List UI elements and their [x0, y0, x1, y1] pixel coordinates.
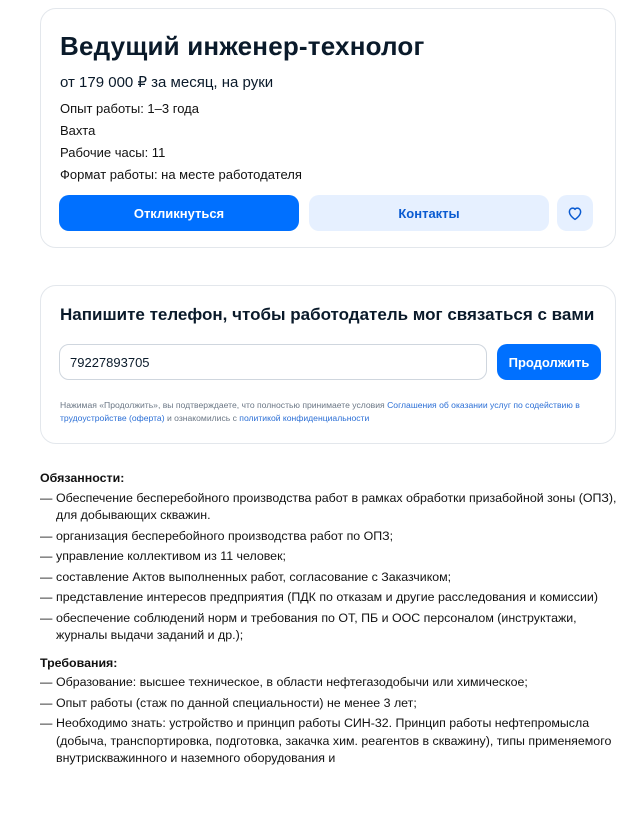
- list-item: — представление интересов предприятия (ПДК по отказам и другие расследования и комиссии): [40, 589, 620, 607]
- list-item: — управление коллективом из 11 человек;: [40, 548, 620, 566]
- list-item: — Образование: высшее техническое, в области нефтегазодобычи или химическое;: [40, 674, 620, 692]
- requirements-list: [40, 674, 620, 768]
- vacancy-shift: Вахта: [60, 123, 96, 138]
- phone-form-title: Напишите телефон, чтобы работодатель мог связаться с вами: [60, 305, 595, 324]
- vacancy-hours: Рабочие часы: 11: [60, 145, 166, 160]
- favorite-button[interactable]: [557, 195, 593, 231]
- agreement-link[interactable]: Соглашения об оказании услуг по содействию в трудоустройстве (оферта): [60, 400, 580, 423]
- consent-prefix: Нажимая «Продолжить», вы подтверждаете, что полностью принимаете условия: [60, 400, 388, 410]
- vacancy-salary: от 179 000 ₽ за месяц, на руки: [60, 74, 274, 91]
- respond-button[interactable]: Откликнуться: [59, 195, 299, 231]
- duties-heading: Обязанности:: [40, 471, 125, 485]
- privacy-link[interactable]: политикой конфиденциальности: [239, 413, 370, 423]
- list-item: — Обеспечение бесперебойного производства работ в рамках обработки призабойной зоны (ОПЗ), для добывающих скважин.: [40, 490, 620, 525]
- heart-icon: [566, 204, 584, 222]
- phone-form-card: [40, 285, 616, 444]
- list-item: — составление Актов выполненных работ, согласование с Заказчиком;: [40, 569, 620, 587]
- list-item: — организация бесперебойного производства работ по ОПЗ;: [40, 528, 620, 546]
- duties-list: [40, 490, 620, 645]
- vacancy-description: [40, 470, 620, 778]
- phone-input[interactable]: [59, 344, 487, 380]
- contacts-button[interactable]: Контакты: [309, 195, 549, 231]
- requirements-heading: Требования:: [40, 655, 118, 670]
- consent-middle: и ознакомились с: [164, 413, 240, 423]
- list-item: — Необходимо знать: устройство и принцип работы СИН-32. Принцип работы нефтепромысла (добыча, транспортировка, подготовка, закачка хим. реагентов в скважину), типы применяемого внутрискважинного и наземного оборудования и: [40, 715, 620, 768]
- vacancy-experience: Опыт работы: 1–3 года: [60, 101, 199, 116]
- vacancy-card: [40, 8, 616, 248]
- list-item: — обеспечение соблюдений норм и требования по ОТ, ПБ и ООС персоналом (инструктажи, журналы выдачи заданий и др.);: [40, 610, 620, 645]
- vacancy-title: Ведущий инженер-технолог: [60, 31, 425, 61]
- vacancy-format: Формат работы: на месте работодателя: [60, 167, 302, 182]
- continue-button[interactable]: Продолжить: [497, 344, 601, 380]
- list-item: — Опыт работы (стаж по данной специальности) не менее 3 лет;: [40, 695, 620, 713]
- consent-text: [60, 399, 600, 425]
